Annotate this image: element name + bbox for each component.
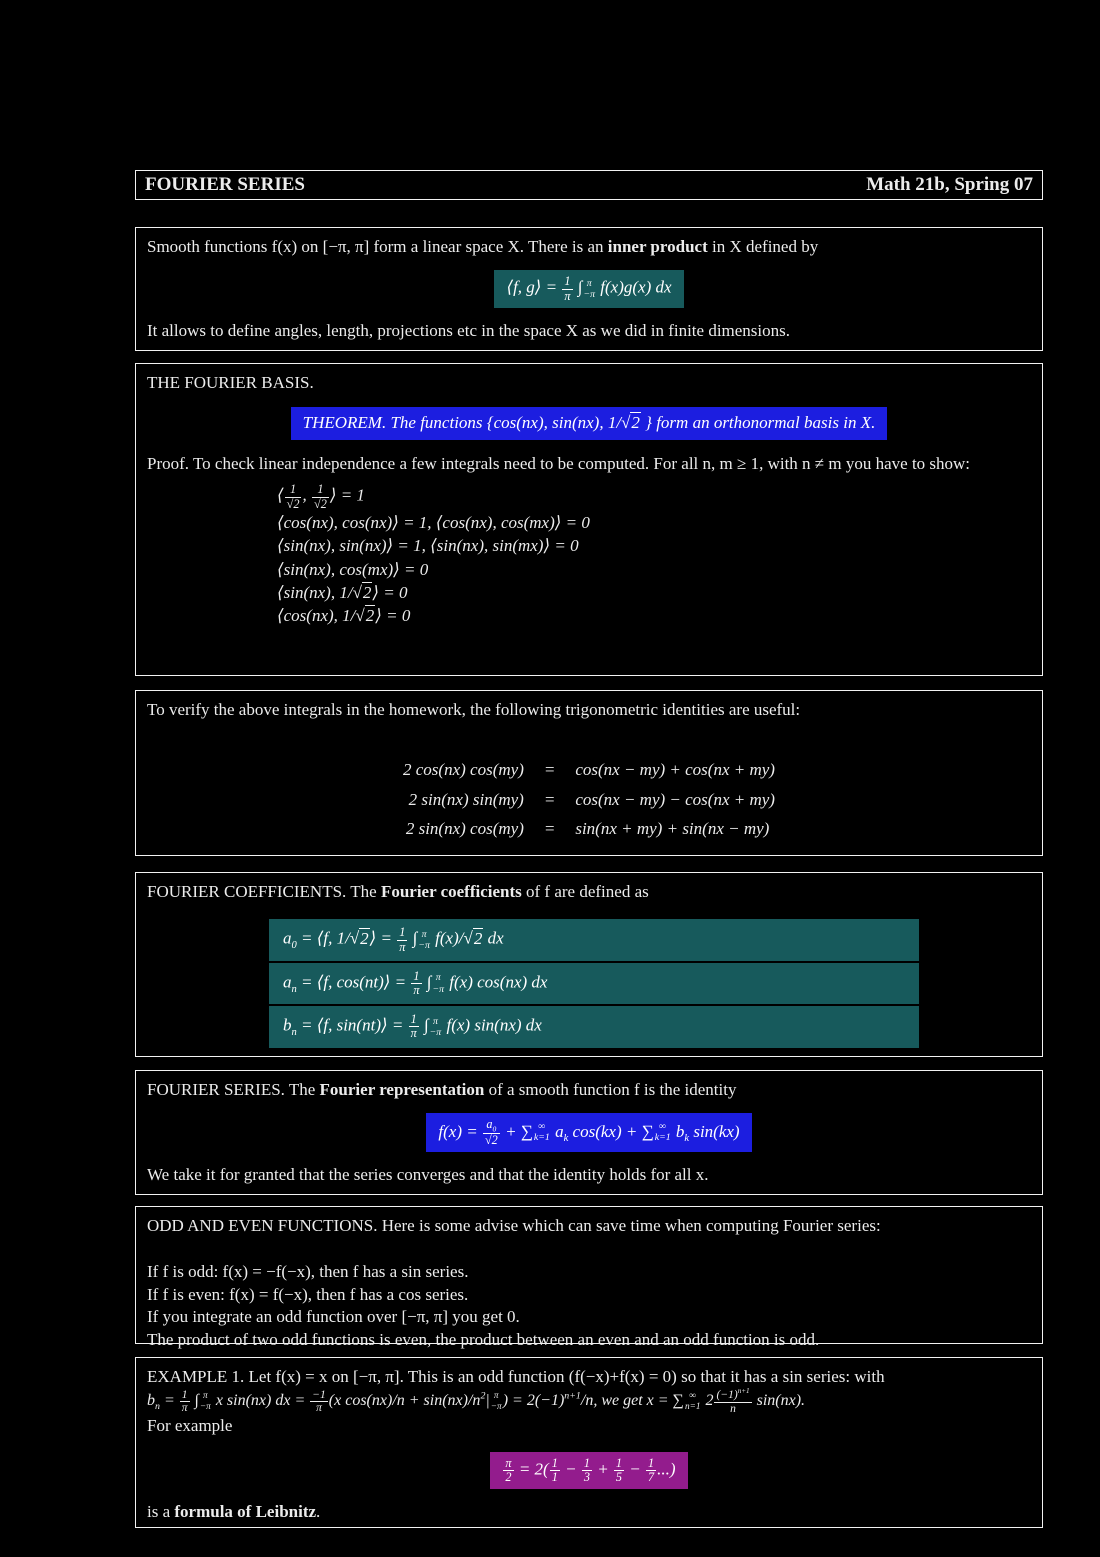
- inner-product-section: [135, 227, 1043, 351]
- series-formula: f(x) = $\frac{a_0}{√2}$ + ∑ ∞ k=1 $a_k$ cos(kx) + ∑ ∞ k=1 $b_k$ sin(kx): [426, 1113, 751, 1153]
- integral-identity: ⟨sin(nx), sin(nx)⟩ = 1, ⟨sin(nx), sin(mx)⟩ = 0: [277, 536, 579, 556]
- proof-text: Proof. To check linear independence a few integrals need to be computed. For all n, m ≥ 1, with n ≠ m you have to show:: [147, 453, 971, 473]
- product-rule: The product of two odd functions is even, the product between an even and an odd function is odd.: [147, 1329, 820, 1349]
- theorem-statement: THEOREM. The functions {cos(nx), sin(nx), 1/√2 } form an orthonormal basis in X.: [291, 407, 888, 439]
- equals-sign: =: [543, 789, 556, 809]
- fourier-series-section: [135, 1070, 1043, 1195]
- series-title: FOURIER SERIES. The Fourier representation of a smooth function f is the identity: [147, 1080, 737, 1099]
- identity-lhs: 2 cos(nx) cos(my): [403, 760, 524, 780]
- odd-even-section: [135, 1206, 1043, 1349]
- identity-rhs: cos(nx − my) + cos(nx + my): [575, 760, 775, 780]
- header-bar: [135, 170, 1043, 200]
- example-line1: EXAMPLE 1. Let f(x) = x on [−π, π]. This is an odd function (f(−x)+f(x) = 0) so that it has a sin series: with: [147, 1367, 885, 1386]
- example-section: [135, 1357, 1043, 1528]
- inner-product-intro: Smooth functions f(x) on [−π, π] form a linear space X. There is an inner product in X defined by: [147, 237, 819, 256]
- fourier-coefficients-section: [135, 872, 1043, 1057]
- page-title: FOURIER SERIES: [145, 174, 305, 196]
- odd-even-rules: [147, 1261, 1031, 1351]
- trig-identities-section: [135, 690, 1043, 856]
- integral-identity: ⟨cos(nx), cos(nx)⟩ = 1, ⟨cos(nx), cos(mx)⟩ = 0: [277, 512, 590, 532]
- leibnitz-formula: $\frac{\pi}{2}$ = 2( $\frac{1}{1}$ − $\frac{1}{3}$ + $\frac{1}{5}$ − $\frac{1}{7}$ ...): [490, 1452, 687, 1489]
- example-computation: $b_n$ = $\frac{1}{\pi}$ ∫ π −π x sin(nx) dx = $\frac{-1}{\pi}$ (x $\cos(nx)/n + \sin(nx)/n^2|$ π −π ) = $2(-1)^{n+1}/n$, we get x = ∑ ∞ n=1 2 $\frac{(-1)^{n+1}}{n}$ sin(nx).: [147, 1387, 806, 1415]
- series-note: We take it for granted that the series converges and that the identity holds for all x.: [147, 1164, 709, 1184]
- identity-rhs: cos(nx − my) − cos(nx + my): [575, 789, 775, 809]
- bn-formula: $b_n$ = ⟨f, sin(nt)⟩ = $\frac{1}{\pi}$ ∫ π −π f(x) sin(nx) dx: [269, 1006, 919, 1047]
- inner-product-note: It allows to define angles, length, projections etc in the space X as we did in finite dimensions.: [147, 320, 791, 340]
- odd-rule: If f is odd: f(x) = −f(−x), then f has a sin series.: [147, 1262, 469, 1282]
- example-conclusion: is a formula of Leibnitz.: [147, 1501, 321, 1521]
- equals-sign: =: [543, 760, 556, 780]
- identity-lhs: 2 sin(nx) cos(my): [405, 819, 524, 839]
- integral-rule: If you integrate an odd function over [−π, π] you get 0.: [147, 1307, 520, 1327]
- a0-formula: $a_0$ = ⟨f, 1/√2⟩ = $\frac{1}{\pi}$ ∫ π −π f(x)/√2 dx: [269, 919, 919, 960]
- coefficients-title: FOURIER COEFFICIENTS. The Fourier coefficients of f are defined as: [147, 882, 649, 901]
- inner-product-formula: ⟨f, g⟩ = $\frac{1}{\pi}$ ∫ π −π f(x)g(x) dx: [494, 270, 683, 307]
- basis-title: THE FOURIER BASIS.: [147, 373, 314, 392]
- trig-identities-intro: To verify the above integrals in the homework, the following trigonometric identities are useful:: [147, 700, 801, 719]
- equals-sign: =: [543, 819, 556, 839]
- an-formula: $a_n$ = ⟨f, cos(nt)⟩ = $\frac{1}{\pi}$ ∫ π −π f(x) cos(nx) dx: [269, 963, 919, 1004]
- integral-identity: ⟨sin(nx), cos(mx)⟩ = 0: [277, 559, 429, 579]
- fourier-basis-section: [135, 363, 1043, 676]
- identity-rhs: sin(nx + my) + sin(nx − my): [575, 819, 770, 839]
- identity-lhs: 2 sin(nx) sin(my): [408, 789, 524, 809]
- even-rule: If f is even: f(x) = f(−x), then f has a cos series.: [147, 1284, 469, 1304]
- coefficient-formulas: [269, 919, 919, 1047]
- integral-identity: ⟨sin(nx), 1/√2⟩ = 0: [277, 583, 408, 603]
- integral-identity: ⟨cos(nx), 1/√2⟩ = 0: [277, 606, 411, 626]
- odd-even-title: ODD AND EVEN FUNCTIONS. Here is some advise which can save time when computing Fourier series:: [147, 1216, 881, 1235]
- example-line3: For example: [147, 1416, 233, 1436]
- integral-list: [147, 483, 1031, 628]
- course-label: Math 21b, Spring 07: [866, 174, 1033, 196]
- trig-identities-table: [403, 759, 775, 840]
- integral-identity: ⟨ $\frac{1}{√2}$ , $\frac{1}{√2}$ ⟩ = 1: [277, 482, 365, 511]
